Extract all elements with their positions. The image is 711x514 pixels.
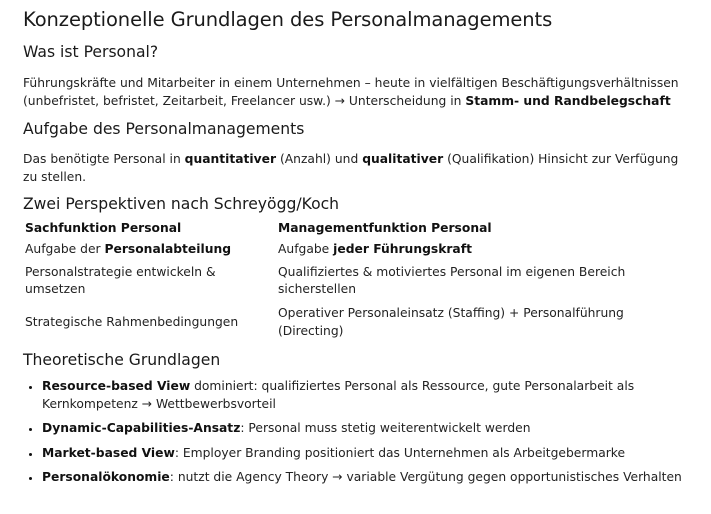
heading-was-ist-personal: Was ist Personal? xyxy=(23,43,159,61)
list-item-bold: Resource-based View xyxy=(42,379,191,393)
paragraph-aufgabe-text-2: (Anzahl) und xyxy=(276,152,363,166)
list-item-text: : nutzt die Agency Theory → variable Vergütung gegen opportunistisches Verhalten xyxy=(169,470,682,484)
table-header-sachfunktion: Sachfunktion Personal xyxy=(25,221,182,236)
table-cell-bold: jeder Führungskraft xyxy=(333,242,472,257)
heading-theorie: Theoretische Grundlagen xyxy=(23,351,221,369)
table-cell: Qualifiziertes & motiviertes Personal im eigenen Bereich sicherstellen xyxy=(278,264,626,296)
paragraph-personal-bold: Stamm- und Randbelegschaft xyxy=(465,93,671,108)
list-item-text: : Employer Branding positioniert das Unternehmen als Arbeitgebermarke xyxy=(174,445,626,460)
table-row xyxy=(25,239,693,261)
page-title: Konzeptionelle Grundlagen des Personalmanagements xyxy=(23,8,553,31)
list-item xyxy=(42,469,693,487)
list-item-bold: Dynamic-Capabilities-Ansatz xyxy=(42,421,241,435)
paragraph-personal-text: Führungskräfte und Mitarbeiter in einem Unternehmen – heute in vielfältigen Beschäftigungsverhältnissen (unbefristet, befristet, Zeitarbeit, Freelancer usw.) → Unterscheidung in xyxy=(23,76,679,108)
heading-perspektiven: Zwei Perspektiven nach Schreyögg/Koch xyxy=(23,195,340,213)
table-cell-text: Aufgabe der xyxy=(25,242,105,257)
paragraph-aufgabe-text-3: (Qualifikation) Hinsicht zur Verfügung zu stellen. xyxy=(23,152,679,184)
table-cell: Strategische Rahmenbedingungen xyxy=(25,314,239,329)
paragraph-aufgabe-text-1: Das benötigte Personal in xyxy=(23,152,185,166)
paragraph-aufgabe-bold-1: quantitativer xyxy=(184,152,277,166)
table-header-row xyxy=(25,219,693,239)
table-header-managementfunktion: Managementfunktion Personal xyxy=(278,221,492,236)
list-item xyxy=(42,378,693,413)
perspektiven-table xyxy=(25,219,693,344)
theorie-list xyxy=(23,378,693,487)
paragraph-personal xyxy=(23,75,693,110)
list-item-bold: Personalökonomie xyxy=(42,470,170,484)
list-item-text: dominiert: qualifiziertes Personal als Ressource, gute Personalarbeit als Kernkompetenz → Wettbewerbsvorteil xyxy=(42,379,635,411)
list-item xyxy=(42,445,693,463)
list-item-text: : Personal muss stetig weiterentwickelt werden xyxy=(240,421,531,435)
paragraph-aufgabe xyxy=(23,151,693,186)
document-page xyxy=(23,8,693,494)
table-row xyxy=(25,301,693,344)
paragraph-aufgabe-bold-2: qualitativer xyxy=(362,152,444,166)
table-cell xyxy=(25,239,278,261)
list-item-bold: Market-based View xyxy=(42,445,175,460)
list-item xyxy=(42,420,693,438)
table-cell-text: Aufgabe xyxy=(278,242,334,257)
table-cell-bold: Personalabteilung xyxy=(104,242,232,257)
table-cell: Personalstrategie entwickeln & umsetzen xyxy=(25,264,216,296)
table-cell: Operativer Personaleinsatz (Staffing) + Personalführung (Directing) xyxy=(278,306,624,338)
heading-aufgabe: Aufgabe des Personalmanagements xyxy=(23,120,305,138)
table-row xyxy=(25,261,693,301)
table-cell xyxy=(278,239,693,261)
